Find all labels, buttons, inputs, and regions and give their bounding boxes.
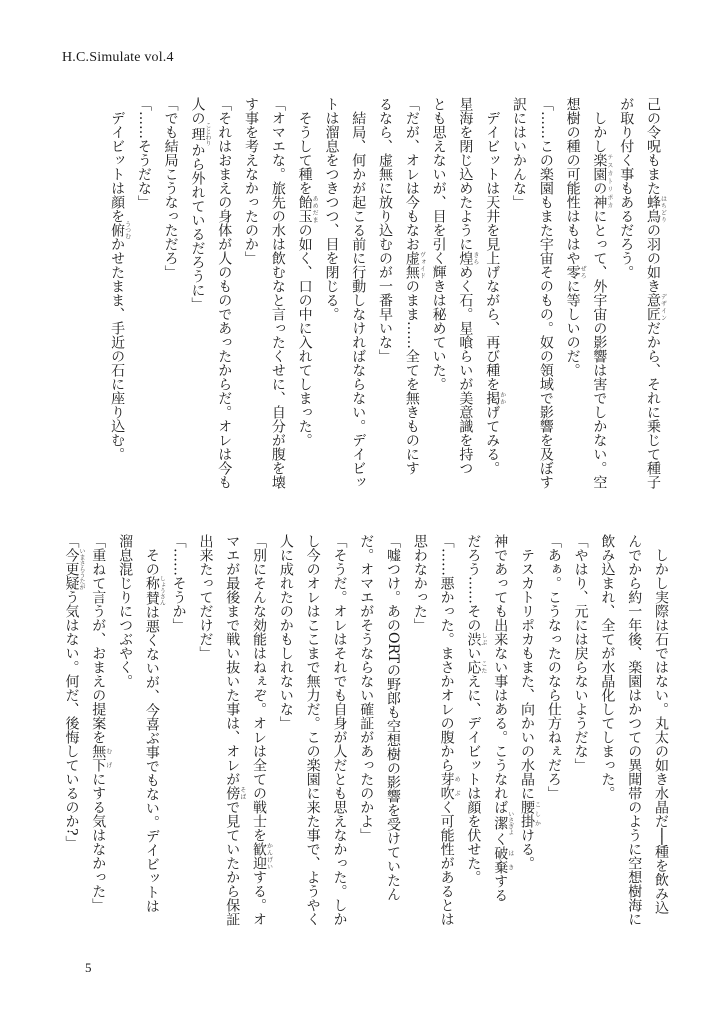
text-run: 「 (63, 534, 80, 548)
running-header: H.C.Simulate vol.4 (62, 50, 174, 65)
ruby-reading: いさぎよ (506, 811, 514, 835)
text-column (245, 534, 272, 944)
ruby-annotated-word (438, 772, 461, 800)
text-run: るなら、虚無に放り込むのが一番早いな」 (377, 97, 394, 363)
ruby-base: 芽吹 (438, 772, 455, 800)
ruby-base: 潔 (492, 811, 509, 835)
ruby-reading: はき (506, 846, 514, 874)
text-run: 「……この楽園もまた宇宙そのもの。奴の領域で影響を及ぼす (537, 97, 554, 489)
text-run: 己の令呪もまた (645, 97, 661, 195)
text-run: 「それはおまえの身体が人のものであったからだ。オレは今も (216, 97, 233, 489)
ruby-reading: しぶ (479, 632, 487, 646)
ruby-base: 虚無 (403, 251, 420, 279)
text-run: 人の (189, 97, 206, 125)
ruby-reading: かんげい (265, 842, 273, 870)
text-column (620, 534, 647, 944)
text-run: 「オマエな。旅先の水は飲むなと言ったくせに、自分が腹を壊 (269, 97, 286, 489)
text-run: 星海を閉じ込めたように (457, 97, 474, 251)
ruby-base: 飴玉 (296, 195, 313, 223)
text-column (138, 534, 165, 944)
text-run: 「……悪かった。まさかオレの腹から (438, 534, 455, 772)
text-column (299, 534, 326, 944)
text-column (612, 97, 639, 497)
text-run: 想樹の種の可能性はもはや (564, 97, 581, 265)
text-run: 「そうだ。オレはそれでも自身が人だとも思えなかった。しか (331, 534, 348, 926)
text-run: 「……そうだな」 (135, 97, 152, 209)
text-column (264, 97, 291, 497)
text-column (532, 97, 559, 497)
text-column (192, 534, 219, 944)
text-column (639, 97, 666, 497)
ruby-annotated-word (591, 153, 613, 209)
ruby-annotated-word (465, 632, 487, 646)
ruby-reading: こしか (533, 800, 541, 828)
ruby-reading: ヴォイド (418, 251, 426, 279)
ruby-base: 渋 (465, 632, 482, 646)
text-run: が取り付く事もあるだろう。 (618, 97, 635, 279)
text-run: 「あぁ。こうなったのなら仕方ねぇだろ」 (545, 534, 562, 800)
text-column (237, 97, 264, 497)
ruby-base: 腰掛 (519, 800, 536, 828)
text-run: い (465, 646, 482, 660)
ruby-base: 煌 (457, 251, 474, 265)
text-run: 神であっても出来ない事はある。こうなれば (492, 534, 509, 814)
text-column (291, 97, 318, 497)
ruby-reading: うつむ (123, 221, 131, 239)
text-run: の如く、口の中に入れてしまった。 (296, 223, 313, 447)
text-column (513, 534, 540, 944)
text-run: す事を考えなかったのか」 (243, 97, 260, 265)
ruby-annotated-word (296, 195, 319, 223)
ruby-annotated-word (189, 122, 211, 146)
text-block-upper (103, 97, 666, 497)
text-run: 「……そうか」 (170, 534, 187, 632)
text-run: 「だが、オレは今もなお (403, 97, 420, 251)
text-column (586, 97, 613, 497)
text-column (157, 97, 184, 497)
text-run: く可能性があるとは (438, 800, 455, 926)
ruby-base: 意匠 (645, 293, 661, 321)
text-block-lower (58, 534, 674, 944)
ruby-reading: かか (498, 391, 506, 405)
text-column (433, 534, 460, 944)
ruby-reading: デザイン (659, 293, 667, 321)
text-column (210, 97, 237, 497)
text-run: 飲み込まれ、全てが水晶化してしまった。 (599, 534, 616, 800)
text-run: にする気はなかった」 (90, 772, 107, 912)
ruby-reading: めぶ (453, 772, 461, 800)
ruby-annotated-word (457, 251, 479, 265)
text-run: めく石。星喰らいが美意識を持つ (457, 265, 474, 475)
text-run: 人に成れたのかもしれないな」 (277, 534, 294, 730)
ruby-annotated-word (645, 195, 667, 223)
text-run: えに、デイビットは顔を伏せた。 (465, 674, 482, 884)
ruby-reading: きら (471, 251, 479, 265)
text-column (272, 534, 299, 944)
text-column (398, 97, 425, 497)
ruby-base: 傍 (224, 786, 241, 800)
text-run: 結局、何かが起こる前に行動しなければならない。デイビッ (350, 97, 367, 489)
text-column (165, 534, 192, 944)
text-column (344, 97, 371, 497)
text-run: デイビットは顔を (109, 97, 126, 223)
ruby-base: 歓迎 (251, 842, 268, 870)
ruby-annotated-word (143, 575, 166, 606)
text-column (130, 97, 157, 497)
ruby-reading: しょうさん (158, 575, 166, 606)
text-run: テスカトリポカもまた、向かいの水晶に (519, 534, 536, 800)
ruby-annotated-word (251, 842, 273, 870)
ruby-reading: ぜろ (579, 265, 587, 279)
ruby-base: 楽園の神 (591, 153, 608, 209)
ruby-reading: ことわり (203, 122, 211, 146)
text-run: しかし実際は石ではない。丸太の如き水晶だ──種を飲み込 (653, 534, 669, 915)
ruby-annotated-word (465, 660, 487, 674)
ruby-annotated-word (403, 251, 426, 279)
ruby-annotated-word (109, 221, 131, 239)
text-column (371, 97, 398, 497)
text-column (326, 534, 353, 944)
text-run: 訳にはいかんな」 (511, 97, 528, 209)
text-column (84, 534, 111, 944)
text-run: デイビットは天井を見上げながら、再び種を (484, 97, 501, 391)
text-run: 「別にそんな効能はねぇぞ。オレは全ての戦士を (251, 534, 268, 842)
text-run: ける。 (519, 828, 536, 870)
text-run: う気はない。何だ、後悔しているのか?」 (63, 590, 80, 850)
text-column (559, 97, 586, 497)
text-run: し今のオレはここまで無力だ。この楽園に来た事で、ようやく (304, 534, 321, 926)
text-column (379, 534, 406, 944)
ruby-reading: こた (479, 660, 487, 674)
ruby-base: 無下 (90, 744, 107, 772)
page-number: 5 (85, 960, 92, 975)
text-column (103, 97, 130, 497)
text-column (425, 97, 452, 497)
text-run: そうして種を (296, 97, 313, 195)
ruby-reading: あめだま (311, 195, 319, 223)
ruby-base: 蜂鳥 (645, 195, 661, 223)
text-run: に等しいのだ。 (564, 279, 581, 377)
text-run: 溜息混じりにつぶやく。 (117, 534, 134, 688)
ruby-annotated-word (63, 548, 85, 590)
text-column (505, 97, 532, 497)
text-run: の羽の如き (645, 223, 661, 293)
ruby-base: 応 (465, 660, 482, 674)
ruby-annotated-word (645, 293, 667, 321)
ruby-annotated-word (492, 846, 514, 874)
text-run: 「でも結局こうなっただろ」 (162, 97, 179, 279)
text-run: マエが最後まで戦い抜いた事は、オレが (224, 534, 241, 786)
ruby-base: 理 (189, 122, 206, 146)
text-column (486, 534, 513, 944)
text-column (406, 534, 433, 944)
ruby-base: 今更疑 (63, 548, 80, 590)
ruby-base: 称賛 (143, 575, 160, 606)
text-column (452, 97, 479, 497)
text-run: から外れているだろうに」 (189, 143, 206, 311)
ruby-annotated-word (492, 811, 514, 835)
text-column (460, 534, 487, 944)
text-run: とも思えないが、目を引く輝きは秘めていた。 (430, 97, 447, 391)
text-run: その (143, 534, 160, 576)
text-run: にとって、外宇宙の影響は害でしかない。空 (591, 209, 608, 489)
text-run: かせたまま、手近の石に座り込む。 (109, 237, 126, 461)
ruby-annotated-word (484, 391, 506, 405)
text-column (318, 97, 345, 497)
text-run: する。オ (251, 870, 268, 926)
text-run: だろう……その (465, 534, 482, 632)
ruby-reading: むげ (104, 744, 112, 772)
text-run: で見ていたから保証 (224, 800, 241, 926)
ruby-annotated-word (90, 744, 112, 772)
ruby-base: 破棄 (492, 846, 509, 874)
text-column (647, 534, 674, 944)
text-run: 出来たってだけだ」 (197, 534, 214, 660)
text-run: だから、それに乗じて種子 (645, 321, 661, 489)
text-column (478, 97, 505, 497)
ruby-base: 俯 (109, 221, 126, 239)
text-run: だ。オマエがそうならない確証があったのかよ」 (358, 534, 375, 842)
text-run: く (492, 832, 509, 846)
text-run: 「嘘つけ。あのORTの野郎も空想樹の影響を受けていたん (385, 534, 402, 902)
ruby-reading: いまさらうたが (77, 548, 85, 590)
ruby-base: 零 (564, 265, 581, 279)
text-run: 「やはり、元には戻らないようだな」 (572, 534, 589, 772)
text-column (58, 534, 85, 944)
text-column (111, 534, 138, 944)
text-run: 思わなかった」 (411, 534, 428, 632)
ruby-reading: はちどり (659, 195, 667, 223)
text-column (218, 534, 245, 944)
text-column (352, 534, 379, 944)
text-column (567, 534, 594, 944)
text-run: しかし (591, 97, 608, 153)
text-run: げてみる。 (484, 405, 501, 475)
text-run: トは溜息をつきつつ、目を閉じる。 (323, 97, 340, 321)
text-column (594, 534, 621, 944)
text-column (184, 97, 211, 497)
text-run: する (492, 874, 509, 902)
text-run: のまま……全てを無きものにす (403, 279, 420, 475)
ruby-annotated-word (564, 265, 587, 279)
text-column (540, 534, 567, 944)
ruby-annotated-word (224, 786, 246, 800)
ruby-base: 掲 (484, 391, 501, 405)
text-run: は悪くないが、今喜ぶ事でもない。デイビットは (143, 605, 160, 913)
text-run: んでから約一年後、楽園はかつての異聞帯のように空想樹海に (626, 534, 643, 926)
ruby-annotated-word (519, 800, 541, 828)
text-run: 「重ねて言うが、おまえの提案を (90, 534, 107, 744)
ruby-reading: テスカトリポカ (605, 153, 613, 209)
ruby-reading: そば (238, 786, 246, 800)
